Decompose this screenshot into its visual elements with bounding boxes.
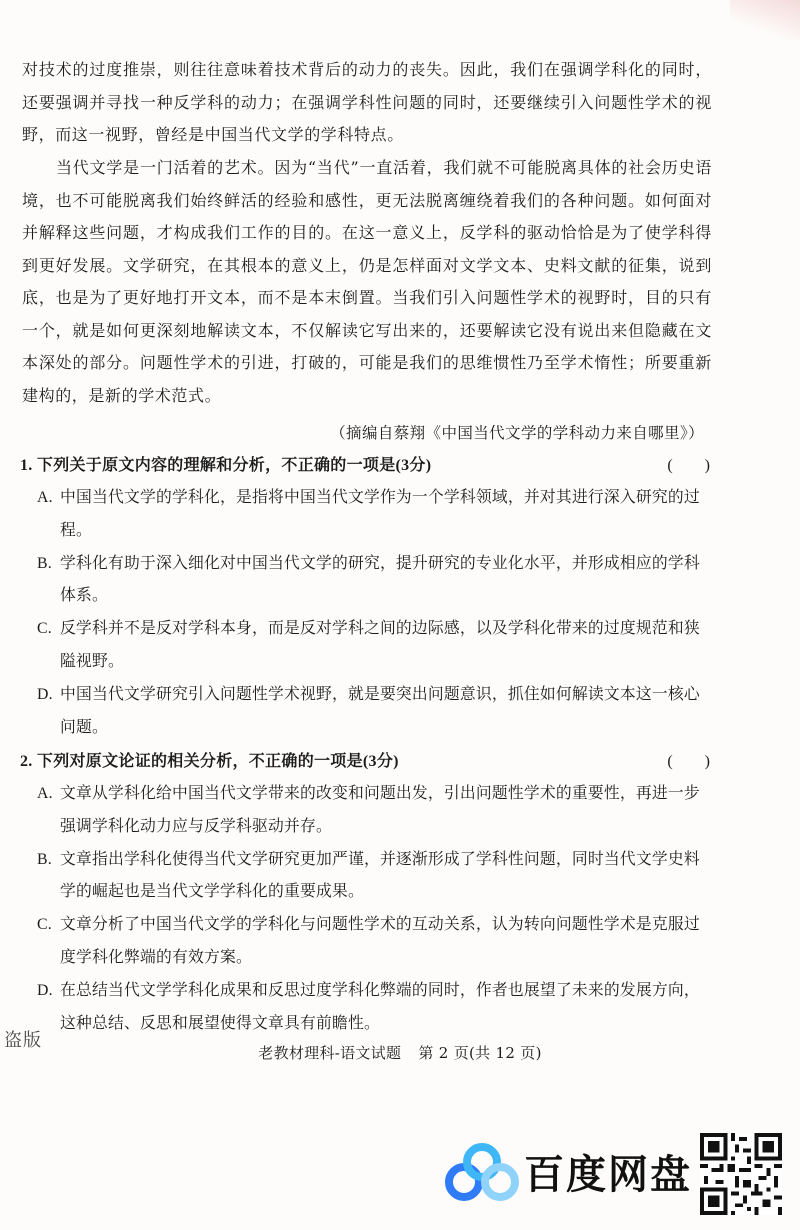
option-letter: D. <box>37 981 53 999</box>
option-text: 文章指出学科化使得当代文学研究更加严谨，并逐渐形成了学科性问题，同时当代文学史料学的崛起也是当代文学学科化的重要成果。 <box>60 850 700 901</box>
option-letter: B. <box>37 554 52 572</box>
question-stem <box>20 450 710 482</box>
qr-code-icon <box>700 1133 782 1215</box>
option-text: 文章分析了中国当代文学的学科化与问题性学术的互动关系，认为转向问题性学术是克服过度学科化弊端的有效方案。 <box>60 916 700 966</box>
question-stem-text: 1. 下列关于原文内容的理解和分析，不正确的一项是(3分) <box>20 457 432 474</box>
option-a[interactable] <box>20 778 710 844</box>
answer-blank[interactable]: ( ) <box>667 753 710 770</box>
option-letter: A. <box>37 785 53 802</box>
option-letter: D. <box>37 685 53 703</box>
side-stamp: 盗版 <box>4 1030 42 1051</box>
exam-name: 老教材理科-语文试题 <box>258 1044 402 1062</box>
passage-paragraph-2: 当代文学是一门活着的艺术。因为“当代”一直活着，我们就不可能脱离具体的社会历史语境，也不可能脱离我们始终鲜活的经验和感性，更无法脱离缠绕着我们的各种问题。如何面对并解释这些问题，才构成我们工作的目的。在这一意义上，反学科的驱动恰恰是为了使学科得到更好发展。文学研究，在其根本的意义上，仍是怎样面对文学文本、史料文献的征集，说到底，也是为了更好地打开文本，而不是本末倒置。当我们引入问题性学术的视野时，目的只有一个，就是如何更深刻地解读文本，不仅解读它写出来的，还要解读它没有说出来但隐藏在文本深处的部分。问题性学术的引进，打破的，可能是我们的思维惯性乃至学术惰性；所要重新建构的，是新的学术范式。 <box>22 158 712 405</box>
option-text: 中国当代文学的学科化，是指将中国当代文学作为一个学科领域，并对其进行深入研究的过程。 <box>60 489 700 539</box>
option-c[interactable] <box>20 909 710 975</box>
baidu-pan-watermark <box>444 1138 692 1204</box>
option-letter: B. <box>37 850 52 868</box>
cloud-logo-icon <box>444 1138 520 1204</box>
option-b[interactable] <box>20 548 710 614</box>
brand-text: 百度网盘 <box>524 1151 692 1198</box>
option-text: 在总结当代文学学科化成果和反思过度学科化弊端的同时，作者也展望了未来的发展方向，这种总结、反思和展望使得文章具有前瞻性。 <box>60 981 700 1032</box>
option-letter: C. <box>37 620 52 638</box>
option-b[interactable] <box>20 844 710 910</box>
page-corner-shadow <box>730 0 800 40</box>
option-letter: A. <box>37 489 53 506</box>
answer-blank[interactable]: ( ) <box>667 457 710 474</box>
option-d[interactable] <box>20 679 710 745</box>
option-c[interactable] <box>20 613 710 679</box>
question-stem <box>20 746 710 778</box>
option-letter: C. <box>37 916 52 934</box>
passage-paragraph-1: 对技术的过度推崇，则往往意味着技术背后的动力的丧失。因此，我们在强调学科化的同时，还要强调并寻找一种反学科的动力；在强调学科性问题的同时，还要继续引入问题性学术的视野，而这一视野，曾经是中国当代文学的学科特点。 <box>22 60 712 144</box>
question-stem-text: 2. 下列对原文论证的相关分析，不正确的一项是(3分) <box>20 753 399 770</box>
option-text: 学科化有助于深入细化对中国当代文学的研究，提升研究的专业化水平，并形成相应的学科体系。 <box>60 554 700 605</box>
option-text: 中国当代文学研究引入问题性学术视野，就是要突出问题意识，抓住如何解读文本这一核心问题。 <box>60 685 700 736</box>
question-2 <box>20 746 710 1040</box>
option-a[interactable] <box>20 482 710 548</box>
page-footer <box>0 1042 800 1063</box>
page-info: 第 2 页(共 12 页) <box>418 1044 542 1062</box>
question-1 <box>20 450 710 744</box>
passage-source: （摘编自蔡翔《中国当代文学的学科动力来自哪里》） <box>330 424 704 442</box>
option-text: 反学科并不是反对学科本身，而是反对学科之间的边际感，以及学科化带来的过度规范和狭隘视野。 <box>60 620 700 670</box>
option-d[interactable] <box>20 975 710 1041</box>
option-text: 文章从学科化给中国当代文学带来的改变和问题出发，引出问题性学术的重要性，再进一步强调学科化动力应与反学科驱动并存。 <box>60 785 700 835</box>
